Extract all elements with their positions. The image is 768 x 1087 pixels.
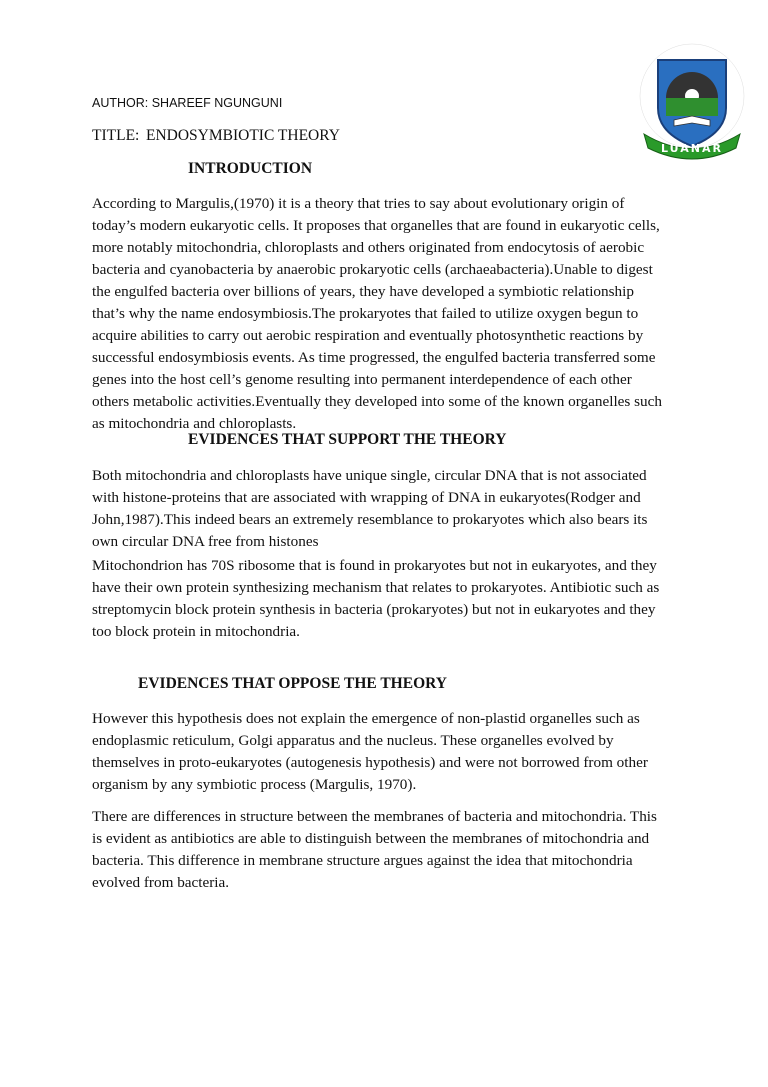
paragraph-line: own circular DNA free from histones — [92, 533, 319, 550]
oppose-paragraph-2 — [92, 806, 657, 894]
paragraph-line: today’s modern eukaryotic cells. It proposes that organelles that are found in eukaryotic cells, — [92, 217, 660, 234]
author-line: AUTHOR: SHAREEF NGUNGUNI — [92, 96, 283, 110]
paragraph-line: that’s why the name endosymbiosis.The prokaryotes that failed to utilize oxygen begun to — [92, 305, 639, 322]
svg-text:LUANAR: LUANAR — [661, 142, 723, 155]
title-line — [92, 127, 340, 145]
paragraph-line: bacteria. This difference in membrane structure argues against the idea that mitochondria — [92, 852, 633, 869]
paragraph-line: endoplasmic reticulum, Golgi apparatus and the nucleus. These organelles evolved by — [92, 732, 614, 749]
paragraph-line: acquire abilities to carry out aerobic respiration and eventually photosynthetic reactions by — [92, 327, 644, 344]
paragraph-line: genes into the host cell’s genome resulting into permanent interdependence of each other — [92, 371, 632, 388]
title-label: TITLE: — [92, 127, 140, 144]
paragraph-line: have their own protein synthesizing mechanism that relates to prokaryotes. Antibiotic such as — [92, 579, 660, 596]
university-logo — [630, 38, 755, 163]
paragraph-line: Both mitochondria and chloroplasts have unique single, circular DNA that is not associated — [92, 467, 647, 484]
support-heading: EVIDENCES THAT SUPPORT THE THEORY — [188, 431, 507, 448]
paragraph-line: with histone-proteins that are associated with wrapping of DNA in eukaryotes(Rodger and — [92, 489, 641, 506]
paragraph-line: as mitochondria and chloroplasts. — [92, 415, 297, 432]
paragraph-line: bacteria and cyanobacteria by anaerobic prokaryotic cells (archaeabacteria).Unable to digest — [92, 261, 653, 278]
support-paragraph-1 — [92, 465, 647, 553]
paragraph-line: organism by any symbiotic process (Margulis, 1970). — [92, 776, 417, 793]
paragraph-line: others metabolic activities.Eventually they developed into some of the known organelles such — [92, 393, 662, 410]
paragraph-line: streptomycin block protein synthesis in bacteria (prokaryotes) but not in eukaryotes and they — [92, 601, 656, 618]
paragraph-line: themselves in proto-eukaryotes (autogenesis hypothesis) and were not borrowed from other — [92, 754, 648, 771]
oppose-paragraph-1 — [92, 708, 648, 796]
oppose-heading: EVIDENCES THAT OPPOSE THE THEORY — [138, 675, 447, 692]
paragraph-line: the engulfed bacteria over billions of years, they have developed a symbiotic relationship — [92, 283, 634, 300]
paragraph-line: evolved from bacteria. — [92, 874, 230, 891]
paragraph-line: However this hypothesis does not explain the emergence of non-plastid organelles such as — [92, 710, 640, 727]
paragraph-line: more notably mitochondria, chloroplasts and others originated from endocytosis of aerobic — [92, 239, 645, 256]
paragraph-line: There are differences in structure between the membranes of bacteria and mitochondria. This — [92, 808, 657, 825]
paragraph-line: John,1987).This indeed bears an extremely resemblance to prokaryotes which also bears its — [92, 511, 648, 528]
title-value: ENDOSYMBIOTIC THEORY — [146, 127, 340, 144]
support-paragraph-2 — [92, 555, 659, 643]
intro-heading: INTRODUCTION — [188, 160, 313, 177]
paragraph-line: Mitochondrion has 70S ribosome that is found in prokaryotes but not in eukaryotes, and they — [92, 557, 657, 574]
paragraph-line: is evident as antibiotics are able to distinguish between the membranes of mitochondria and — [92, 830, 650, 847]
paragraph-line: successful endosymbiosis events. As time progressed, the engulfed bacteria transferred some — [92, 349, 656, 366]
paragraph-line: According to Margulis,(1970) it is a theory that tries to say about evolutionary origin of — [92, 195, 625, 212]
intro-paragraph — [92, 193, 662, 435]
paragraph-line: too block protein in mitochondria. — [92, 623, 300, 640]
